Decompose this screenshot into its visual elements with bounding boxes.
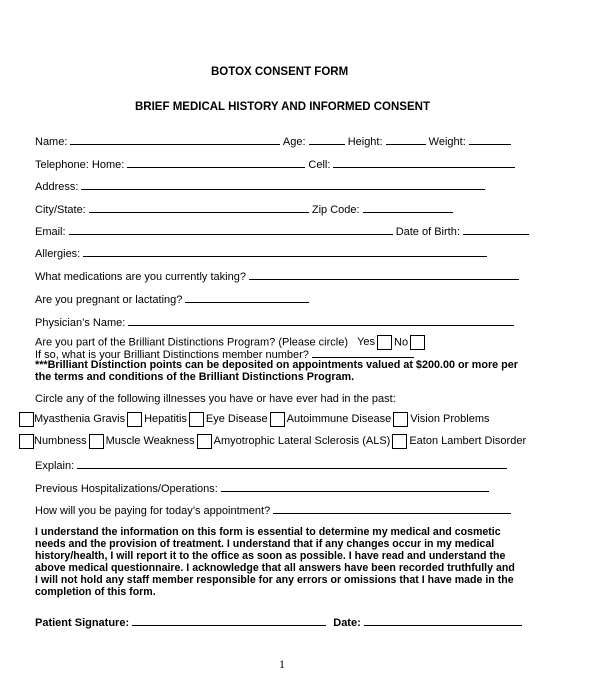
physician-row bbox=[35, 315, 514, 329]
medications-field[interactable] bbox=[249, 269, 519, 280]
hospitalizations-field[interactable] bbox=[221, 481, 489, 492]
hepatitis-checkbox[interactable] bbox=[127, 412, 142, 427]
autoimmune-checkbox[interactable] bbox=[270, 412, 285, 427]
payment-row bbox=[35, 503, 511, 517]
consent-line: completion of this form. bbox=[35, 586, 156, 598]
city-state-field[interactable] bbox=[89, 202, 309, 213]
form-title: BOTOX CONSENT FORM bbox=[211, 66, 349, 78]
zip-field[interactable] bbox=[363, 202, 453, 213]
consent-line: I will not hold any staff member responsible for any errors or omissions that I have made in the bbox=[35, 574, 514, 586]
city-row bbox=[35, 202, 453, 216]
illness-row-2 bbox=[19, 433, 526, 449]
telephone-home-label: Telephone: Home: bbox=[35, 159, 125, 171]
address-row bbox=[35, 179, 485, 193]
pregnant-row bbox=[35, 292, 309, 306]
patient-signature-field[interactable] bbox=[132, 615, 326, 626]
dob-field[interactable] bbox=[463, 224, 529, 235]
consent-paragraph bbox=[35, 526, 555, 598]
medications-row bbox=[35, 269, 519, 283]
illness-eaton-lambert: Eaton Lambert Disorder bbox=[409, 435, 527, 447]
myasthenia-checkbox[interactable] bbox=[19, 412, 34, 427]
eaton-lambert-checkbox[interactable] bbox=[392, 434, 407, 449]
address-label: Address: bbox=[35, 181, 79, 193]
illness-row-1 bbox=[19, 411, 490, 427]
explain-label: Explain: bbox=[35, 460, 75, 472]
name-row bbox=[35, 134, 511, 148]
dob-label: Date of Birth: bbox=[395, 226, 460, 238]
pregnant-label: Are you pregnant or lactating? bbox=[35, 294, 183, 306]
physician-label: Physician’s Name: bbox=[35, 317, 126, 329]
hospitalizations-label: Previous Hospitalizations/Operations: bbox=[35, 483, 218, 495]
physician-field[interactable] bbox=[128, 315, 514, 326]
member-number-field[interactable] bbox=[312, 347, 414, 358]
allergies-row bbox=[35, 246, 487, 260]
email-row bbox=[35, 224, 529, 238]
age-field[interactable] bbox=[309, 134, 345, 145]
illness-numbness: Numbness bbox=[34, 435, 87, 447]
telephone-row bbox=[35, 157, 515, 171]
date-label: Date: bbox=[333, 617, 361, 629]
consent-line: needs and the provision of treatment. I understand that if any changes occur in my medical bbox=[35, 538, 495, 550]
consent-line: history/health, I will report it to the office as soon as possible. I have read and understand the bbox=[35, 550, 506, 562]
numbness-checkbox[interactable] bbox=[19, 434, 34, 449]
allergies-label: Allergies: bbox=[35, 248, 81, 260]
brilliant-question: Are you part of the Brilliant Distinctions Program? (Please circle) bbox=[35, 336, 349, 349]
height-field[interactable] bbox=[386, 134, 426, 145]
illness-eye-disease: Eye Disease bbox=[205, 413, 268, 425]
patient-signature-label: Patient Signature: bbox=[35, 617, 130, 629]
city-state-label: City/State: bbox=[35, 204, 86, 216]
illness-als: Amyotrophic Lateral Sclerosis (ALS) bbox=[213, 435, 391, 447]
consent-line: above medical questionnaire. I acknowledge that all answers have been recorded truthfully and bbox=[35, 562, 515, 574]
weight-field[interactable] bbox=[469, 134, 511, 145]
no-label: No bbox=[394, 336, 409, 349]
illness-hepatitis: Hepatitis bbox=[144, 413, 187, 425]
age-label: Age: bbox=[282, 136, 306, 148]
address-field[interactable] bbox=[81, 179, 485, 190]
page-number: 1 bbox=[279, 657, 285, 671]
muscle-weakness-checkbox[interactable] bbox=[89, 434, 104, 449]
illness-myasthenia: Myasthenia Gravis bbox=[34, 413, 126, 425]
name-label: Name: bbox=[35, 136, 68, 148]
points-note-1: ***Brilliant Distinction points can be deposited on appointments valued at $200.00 or more per bbox=[35, 359, 518, 371]
payment-field[interactable] bbox=[273, 503, 511, 514]
hospitalizations-row bbox=[35, 481, 489, 495]
email-label: Email: bbox=[35, 226, 66, 238]
medications-label: What medications are you currently taking? bbox=[35, 271, 246, 283]
telephone-home-field[interactable] bbox=[127, 157, 305, 168]
illness-vision: Vision Problems bbox=[410, 413, 490, 425]
name-field[interactable] bbox=[70, 134, 280, 145]
illness-prompt: Circle any of the following illnesses you have or have ever had in the past: bbox=[35, 393, 396, 405]
date-field[interactable] bbox=[364, 615, 522, 626]
als-checkbox[interactable] bbox=[197, 434, 212, 449]
yes-label: Yes bbox=[357, 336, 376, 349]
weight-label: Weight: bbox=[428, 136, 466, 148]
cell-field[interactable] bbox=[333, 157, 515, 168]
explain-field[interactable] bbox=[77, 458, 507, 469]
zip-label: Zip Code: bbox=[311, 204, 360, 216]
email-field[interactable] bbox=[69, 224, 393, 235]
eye-disease-checkbox[interactable] bbox=[189, 412, 204, 427]
signature-row bbox=[35, 615, 522, 629]
pregnant-field[interactable] bbox=[185, 292, 309, 303]
points-note-2: the terms and conditions of the Brilliant Distinctions Program. bbox=[35, 371, 355, 383]
illness-muscle-weakness: Muscle Weakness bbox=[105, 435, 195, 447]
vision-checkbox[interactable] bbox=[393, 412, 408, 427]
height-label: Height: bbox=[347, 136, 383, 148]
member-number-label: If so, what is your Brilliant Distinctions member number? bbox=[35, 349, 309, 361]
form-subtitle: BRIEF MEDICAL HISTORY AND INFORMED CONSENT bbox=[135, 101, 430, 113]
payment-label: How will you be paying for today’s appointment? bbox=[35, 505, 271, 517]
explain-row bbox=[35, 458, 507, 472]
cell-label: Cell: bbox=[308, 159, 331, 171]
allergies-field[interactable] bbox=[83, 246, 487, 257]
consent-line: I understand the information on this form is essential to determine my medical and cosmetic bbox=[35, 526, 501, 538]
illness-autoimmune: Autoimmune Disease bbox=[286, 413, 392, 425]
